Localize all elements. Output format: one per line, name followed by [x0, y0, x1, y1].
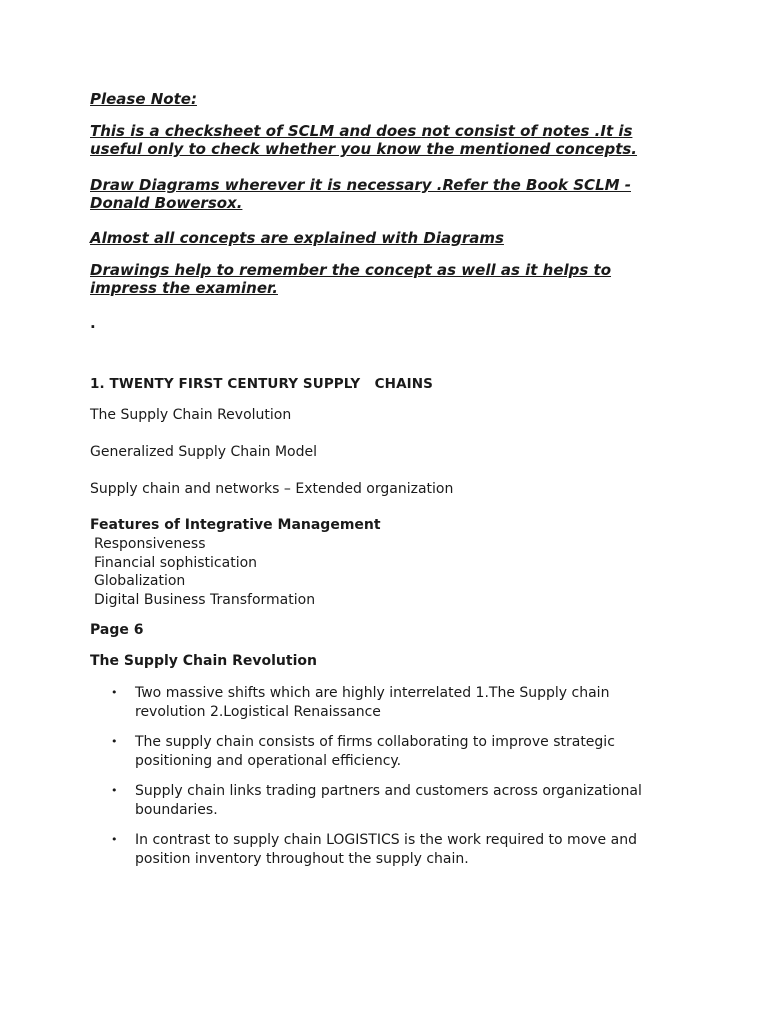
feature-item: Responsiveness — [94, 536, 206, 552]
bullet-glyph: • — [111, 686, 118, 699]
bullet-text: Two massive shifts which are highly interrelated 1.The Supply chain revolution 2.Logistical Renaissance — [135, 685, 610, 720]
bullet-glyph: • — [111, 735, 118, 748]
feature-item: Digital Business Transformation — [94, 591, 316, 608]
features-heading: Features of Integrative Management — [90, 517, 381, 533]
bullet-glyph: • — [111, 784, 118, 797]
note-line-4: Drawings help to remember the concept as well as it helps to impress the examiner. — [90, 261, 612, 297]
feature-item: Globalization — [94, 573, 186, 589]
bullet-text: In contrast to supply chain LOGISTICS is the work required to move and position inventory throughout the supply chain. — [135, 832, 637, 867]
topic-extended-organization: Supply chain and networks – Extended organization — [90, 481, 454, 497]
topic-supply-chain-revolution: The Supply Chain Revolution — [90, 407, 292, 423]
features-list — [94, 535, 315, 609]
bullet-text: The supply chain consists of firms collaborating to improve strategic positioning and operational efficiency. — [135, 734, 615, 769]
stray-dot: . — [90, 314, 96, 332]
bullet-glyph: • — [111, 833, 118, 846]
bullet-text: Supply chain links trading partners and customers across organizational boundaries. — [135, 783, 642, 818]
section-title: 1. TWENTY FIRST CENTURY SUPPLY CHAINS — [90, 376, 433, 392]
bullet-item — [90, 733, 650, 770]
topic-generalized-model: Generalized Supply Chain Model — [90, 444, 317, 460]
note-line-3: Almost all concepts are explained with Diagrams — [90, 229, 504, 247]
bullet-list — [90, 684, 650, 880]
revolution-heading: The Supply Chain Revolution — [90, 653, 317, 669]
feature-item: Financial sophistication — [94, 554, 258, 571]
note-title: Please Note: — [90, 90, 197, 108]
bullet-item — [90, 782, 650, 819]
page-reference: Page 6 — [90, 622, 144, 638]
bullet-item — [90, 684, 650, 721]
note-line-2: Draw Diagrams wherever it is necessary .Refer the Book SCLM - Donald Bowersox. — [90, 176, 631, 212]
note-line-1: This is a checksheet of SCLM and does not consist of notes .It is useful only to check whether you know the mentioned concepts. — [90, 122, 638, 158]
bullet-item — [90, 831, 650, 868]
